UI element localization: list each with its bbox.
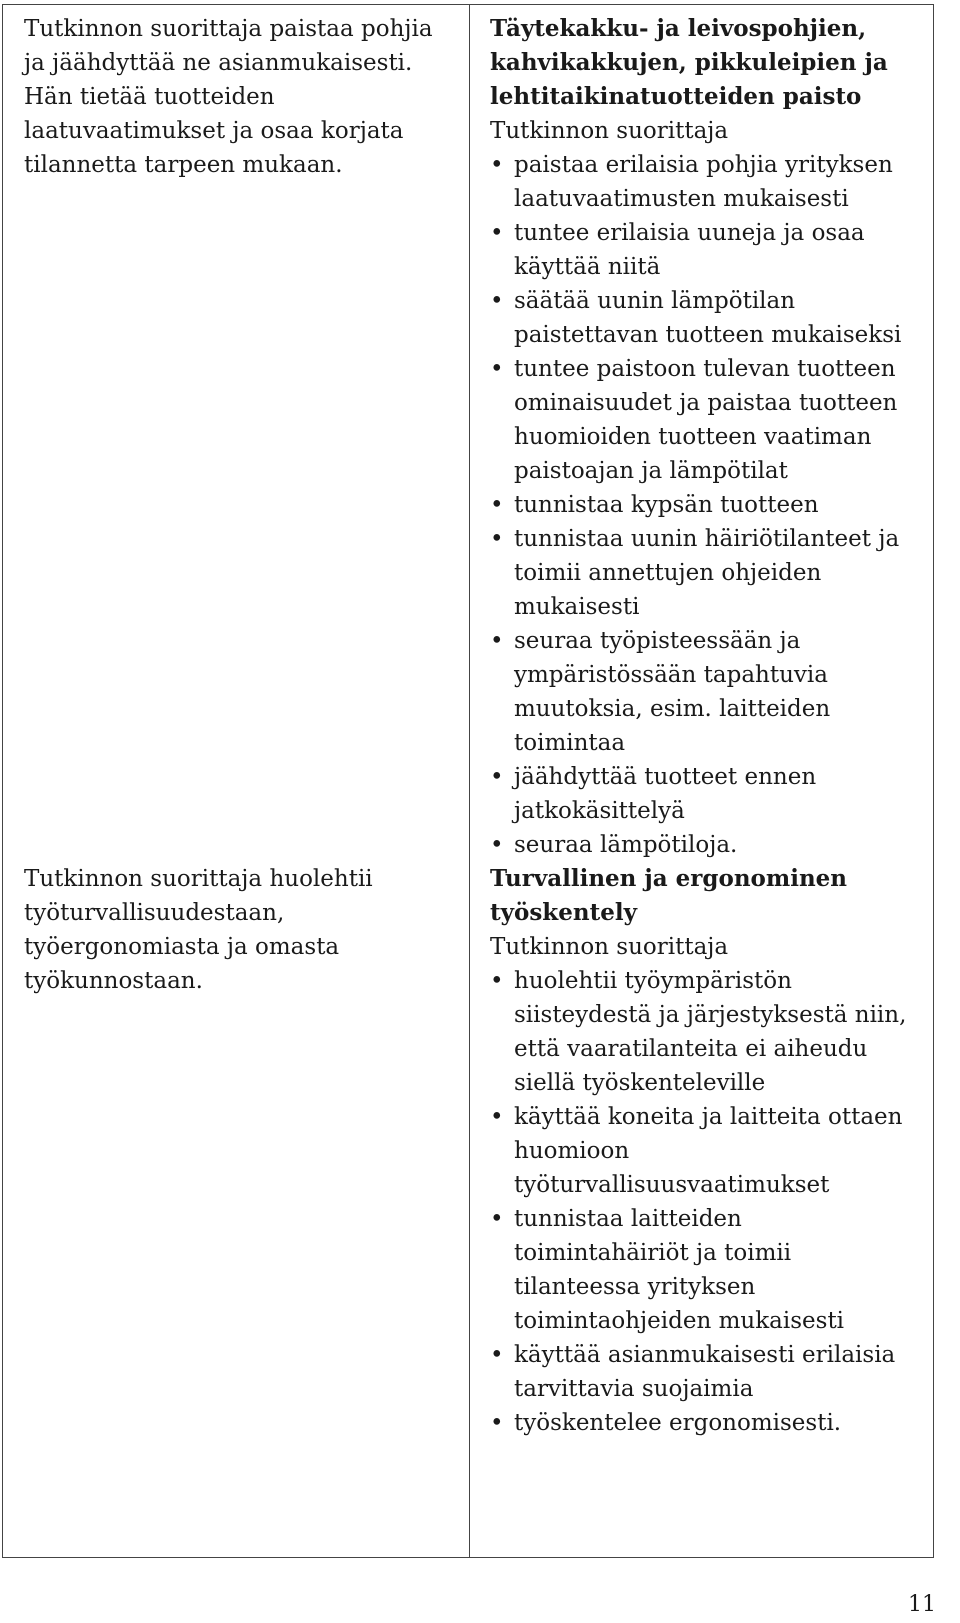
section-turvallisuus [490, 862, 920, 1440]
bullet-list [490, 148, 920, 862]
list-item: • paistaa erilaisia pohjia yrityksen laatuvaatimusten mukaisesti [490, 148, 920, 216]
bullet-icon: • [490, 968, 504, 994]
bullet-icon: • [490, 220, 504, 246]
section-heading: Turvallinen ja ergonominen työskentely [490, 865, 848, 926]
bullet-icon: • [490, 832, 504, 858]
bullet-icon: • [490, 628, 504, 654]
left-paragraph-2: Tutkinnon suorittaja huolehtii työturvallisuudestaan, työergonomiasta ja omasta työkunnostaan. [24, 866, 373, 994]
list-item: • työskentelee ergonomisesti. [490, 1406, 920, 1440]
list-item: • tunnistaa uunin häiriötilanteet ja toimii annettujen ohjeiden mukaisesti [490, 522, 920, 624]
bullet-list [490, 964, 920, 1440]
bullet-icon: • [490, 288, 504, 314]
list-item: • tuntee erilaisia uuneja ja osaa käyttää niitä [490, 216, 920, 284]
list-item: • seuraa lämpötiloja. [490, 828, 920, 862]
page-number: 11 [908, 1592, 936, 1617]
list-item: • huolehtii työympäristön siisteydestä ja järjestyksestä niin, että vaaratilanteita ei aiheudu siellä työskenteleville [490, 964, 920, 1100]
list-item: • tuntee paistoon tulevan tuotteen ominaisuudet ja paistaa tuotteen huomioiden tuotteen vaatiman paistoajan ja lämpötilat [490, 352, 920, 488]
section-paisto [490, 12, 920, 862]
bullet-icon: • [490, 526, 504, 552]
bullet-icon: • [490, 1104, 504, 1130]
section-lead: Tutkinnon suorittaja [490, 118, 729, 144]
bullet-icon: • [490, 492, 504, 518]
bullet-icon: • [490, 764, 504, 790]
list-item: • tunnistaa laitteiden toimintahäiriöt ja toimii tilanteessa yrityksen toimintaohjeiden mukaisesti [490, 1202, 920, 1338]
bullet-icon: • [490, 356, 504, 382]
list-item: • käyttää asianmukaisesti erilaisia tarvittavia suojaimia [490, 1338, 920, 1406]
section-lead: Tutkinnon suorittaja [490, 934, 729, 960]
list-item: • tunnistaa kypsän tuotteen [490, 488, 920, 522]
left-paragraph-1: Tutkinnon suorittaja paistaa pohjia ja jäähdyttää ne asianmukaisesti. Hän tietää tuotteiden laatuvaatimukset ja osaa korjata tilannetta tarpeen mukaan. [24, 16, 433, 178]
bullet-icon: • [490, 1410, 504, 1436]
bullet-icon: • [490, 1206, 504, 1232]
list-item: • seuraa työpisteessään ja ympäristössään tapahtuvia muutoksia, esim. laitteiden toimintaa [490, 624, 920, 760]
list-item: • säätää uunin lämpötilan paistettavan tuotteen mukaiseksi [490, 284, 920, 352]
column-divider [469, 5, 470, 1557]
section-heading: Täytekakku- ja leivospohjien, kahvikakkujen, pikkuleipien ja lehtitaikinatuotteiden paisto [490, 15, 888, 110]
list-item: • jäähdyttää tuotteet ennen jatkokäsittelyä [490, 760, 920, 828]
bullet-icon: • [490, 152, 504, 178]
bullet-icon: • [490, 1342, 504, 1368]
list-item: • käyttää koneita ja laitteita ottaen huomioon työturvallisuusvaatimukset [490, 1100, 920, 1202]
